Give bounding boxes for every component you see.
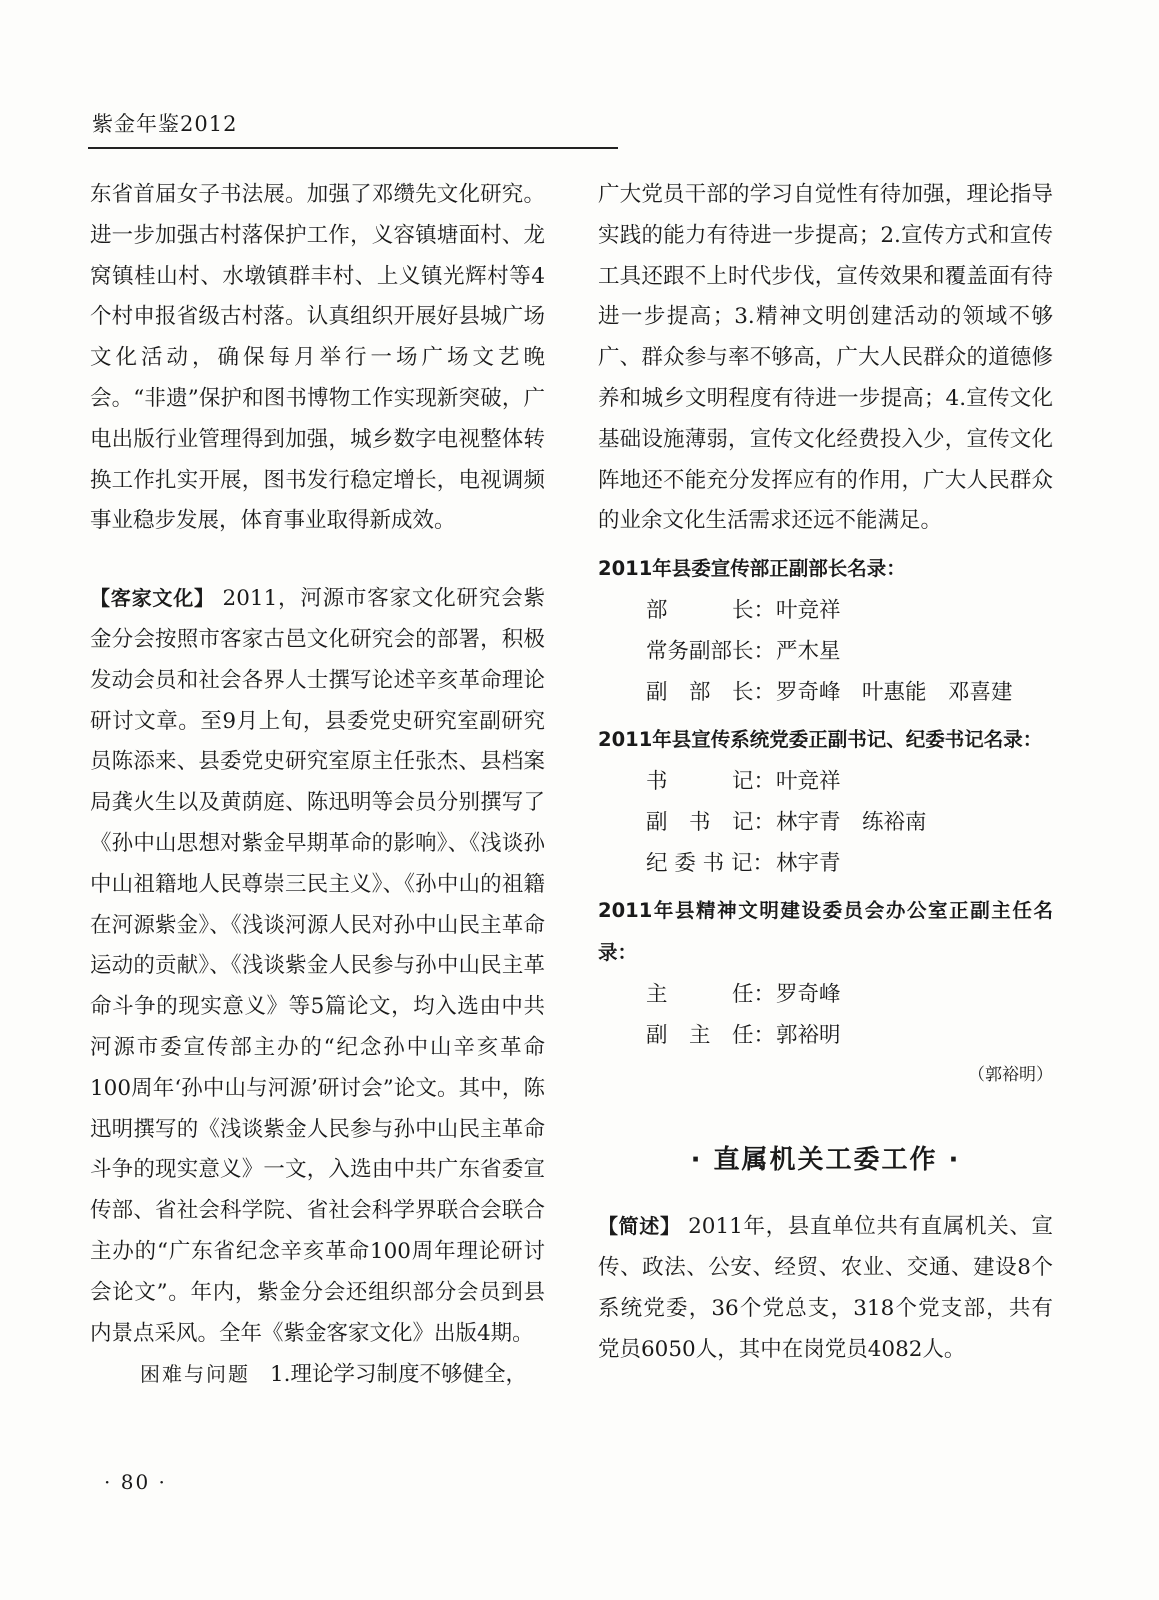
roster-title: 主 任：	[646, 982, 776, 1008]
left-column	[90, 175, 545, 1396]
roster-names: 叶竞祥	[776, 769, 841, 795]
roster-title: 部 长：	[646, 598, 776, 624]
roster-names: 林宇青 练裕南	[776, 810, 927, 836]
roster-names: 严木星	[776, 639, 841, 665]
roster-block	[598, 548, 1053, 713]
roster-row	[598, 1015, 1053, 1056]
roster-heading: 2011年县委宣传部正副部长名录：	[598, 557, 906, 581]
roster-row	[598, 672, 1053, 713]
hakka-section	[90, 578, 545, 1354]
culture-paragraph: 东省首届女子书法展。加强了邓缵先文化研究。进一步加强古村落保护工作，义容镇塘面村、龙窝镇桂山村、水墩镇群丰村、上义镇光辉村等4个村申报省级古村落。认真组织开展好县城广场文化活动，确保每月举行一场广场文艺晚会。“非遗”保护和图书博物工作实现新突破，广电出版行业管理得到加强，城乡数字电视整体转换工作扎实开展，图书发行稳定增长，电视调频事业稳步发展，体育事业取得新成效。	[90, 182, 545, 534]
roster-names: 郭裕明	[776, 1023, 841, 1049]
header-rule	[88, 147, 618, 149]
summary-section	[598, 1206, 1053, 1370]
roster-row	[598, 843, 1053, 884]
roster-list	[598, 974, 1053, 1056]
roster-row	[598, 631, 1053, 672]
roster-title: 副 主 任：	[646, 1023, 776, 1049]
summary-paragraph: 2011年，县直单位共有直属机关、宣传、政法、公安、经贸、农业、交通、建设8个系统党委，36个党总支，318个党支部，共有党员6050人，其中在岗党员4082人。	[598, 1214, 1054, 1362]
roster-names: 林宇青	[776, 851, 841, 877]
problems-label: 困难与问题	[140, 1362, 250, 1387]
roster-row	[598, 974, 1053, 1015]
author-signoff: （郭裕明）	[968, 1065, 1053, 1086]
roster-title: 副 书 记：	[646, 810, 776, 836]
roster-names: 罗奇峰 叶惠能 邓喜建	[776, 680, 1013, 706]
running-head: 紫金年鉴2012	[92, 112, 238, 136]
roster-title: 常务副部长：	[646, 639, 776, 665]
summary-lead: 【简述】	[598, 1214, 681, 1239]
roster-title: 纪 委 书 记：	[646, 851, 775, 877]
page-number: · 80 ·	[104, 1470, 167, 1494]
roster-names: 罗奇峰	[776, 982, 841, 1008]
roster-heading: 2011年县精神文明建设委员会办公室正副主任名录：	[598, 899, 1053, 965]
hakka-lead: 【客家文化】	[90, 586, 215, 611]
paragraph-gap	[90, 542, 545, 578]
problems-intro	[90, 1354, 545, 1396]
roster-row	[598, 590, 1053, 631]
roster-row	[598, 802, 1053, 843]
roster-list	[598, 761, 1053, 884]
right-column	[598, 175, 1053, 1370]
roster-title: 书 记：	[646, 769, 776, 795]
problems-start: 1.理论学习制度不够健全，	[270, 1362, 528, 1388]
section-title: · 直属机关工委工作 ·	[690, 1145, 961, 1176]
roster-title: 副 部 长：	[646, 680, 776, 706]
problems-continued: 广大党员干部的学习自觉性有待加强，理论指导实践的能力有待进一步提高；2.宣传方式和宣传工具还跟不上时代步伐，宣传效果和覆盖面有待进一步提高；3.精神文明创建活动的领域不够广、群众参与率不够高，广大人民群众的道德修养和城乡文明程度有待进一步提高；4.宣传文化基础设施薄弱，宣传文化经费投入少，宣传文化阵地还不能充分发挥应有的作用，广大人民群众的业余文化生活需求还远不能满足。	[598, 182, 1053, 534]
roster-row	[598, 761, 1053, 802]
roster-names: 叶竞祥	[776, 598, 841, 624]
roster-block	[598, 719, 1053, 884]
roster-block	[598, 890, 1053, 1056]
hakka-paragraph: 2011，河源市客家文化研究会紫金分会按照市客家古邑文化研究会的部署，积极发动会员和社会各界人士撰写论述辛亥革命理论研讨文章。至9月上旬，县委党史研究室副研究员陈添来、县委党史研究室原主任张杰、县档案局龚火生以及黄荫庭、陈迅明等会员分别撰写了《孙中山思想对紫金早期革命的影响》、《浅谈孙中山祖籍地人民尊崇三民主义》、《孙中山的祖籍在河源紫金》、《浅谈河源人民对孙中山民主革命运动的贡献》、《浅谈紫金人民参与孙中山民主革命斗争的现实意义》等5篇论文，均入选由中共河源市委宣传部主办的“纪念孙中山辛亥革命100周年‘孙中山与河源’研讨会”论文。其中，陈迅明撰写的《浅谈紫金人民参与孙中山民主革命斗争的现实意义》一文，入选由中共广东省委宣传部、省社会科学院、省社会科学界联合会联合主办的“广东省纪念辛亥革命100周年理论研讨会论文”。年内，紫金分会还组织部分会员到县内景点采风。全年《紫金客家文化》出版4期。	[90, 586, 545, 1346]
roster-list	[598, 590, 1053, 713]
roster-heading: 2011年县宣传系统党委正副书记、纪委书记名录：	[598, 728, 1043, 752]
